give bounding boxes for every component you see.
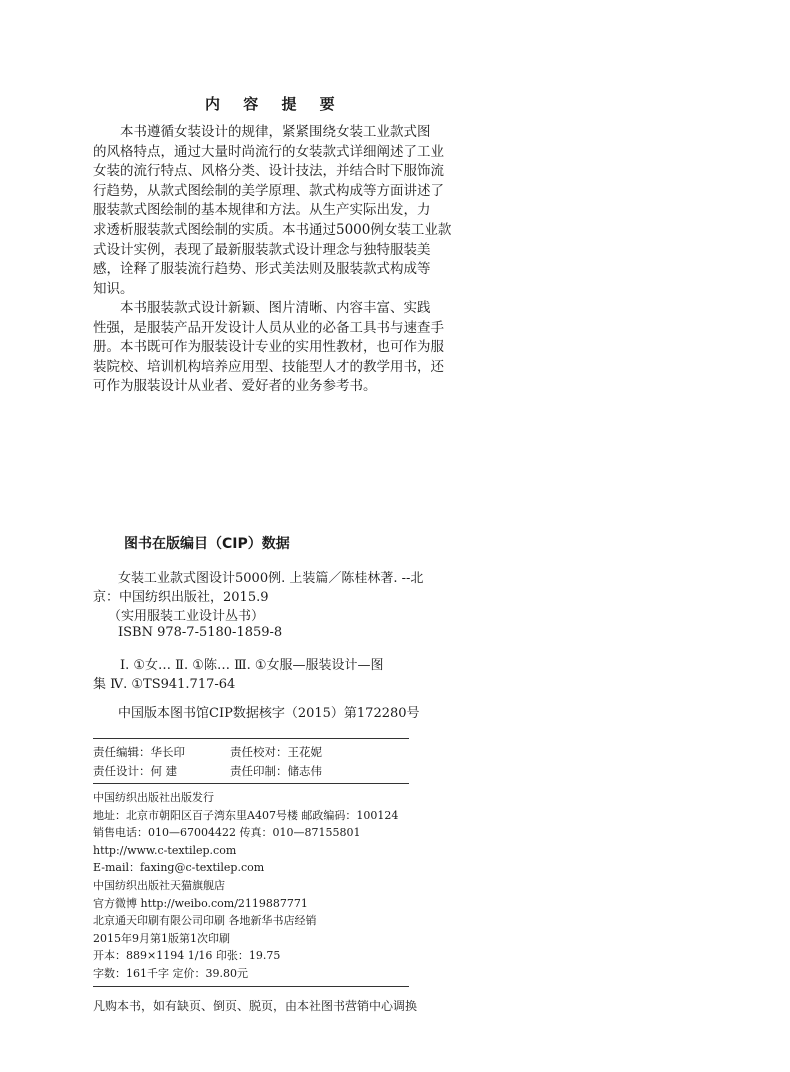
credit-proofread: 责任校对：王花妮 xyxy=(230,745,322,759)
price-line: 字数：161千字 定价：39.80元 xyxy=(93,966,248,980)
publisher-address: 地址：北京市朝阳区百子湾东里A407号楼 邮政编码：100124 xyxy=(93,808,399,822)
summary-paragraph-1 xyxy=(93,123,452,299)
cip-series-line: （实用服装工业设计丛书） xyxy=(108,609,265,624)
summary-line: 本书服装款式设计新颖、图片清晰、内容丰富、实践 xyxy=(120,300,431,316)
cip-classification-line: 集 Ⅳ. ①TS941.717-64 xyxy=(93,677,236,692)
summary-line: 知识。 xyxy=(93,280,134,297)
divider xyxy=(93,783,409,784)
publisher-website: http://www.c-textilep.com xyxy=(93,843,237,857)
summary-line: 性强，是服装产品开发设计人员从业的必备工具书与速查手 xyxy=(93,319,444,336)
cip-isbn: ISBN 978-7-5180-1859-8 xyxy=(118,625,283,640)
summary-line: 的风格特点，通过大量时尚流行的女装款式详细阐述了工业 xyxy=(93,143,444,160)
printer-line: 北京通天印刷有限公司印刷 各地新华书店经销 xyxy=(93,914,317,928)
summary-line: 服装款式图绘制的基本规律和方法。从生产实际出发，力 xyxy=(93,202,431,219)
edition-line: 2015年9月第1版第1次印刷 xyxy=(93,931,230,945)
summary-line: 行趋势，从款式图绘制的美学原理、款式构成等方面讲述了 xyxy=(93,182,444,199)
summary-line: 装院校、培训机构培养应用型、技能型人才的教学用书，还 xyxy=(93,358,444,375)
summary-line: 本书遵循女装设计的规律，紧紧围绕女装工业款式图 xyxy=(120,124,431,140)
summary-line: 可作为服装设计从业者、爱好者的业务参考书。 xyxy=(93,378,377,395)
publisher-store: 中国纺织出版社天猫旗舰店 xyxy=(93,878,225,892)
divider xyxy=(93,738,409,739)
credit-printing: 责任印制：储志伟 xyxy=(230,764,322,778)
cip-title: 图书在版编目（CIP）数据 xyxy=(124,536,290,552)
publisher-phone: 销售电话：010—67004422 传真：010—87155801 xyxy=(93,826,361,840)
publisher-name: 中国纺织出版社出版发行 xyxy=(93,791,214,804)
cip-record-number: 中国版本图书馆CIP数据核字（2015）第172280号 xyxy=(118,706,420,721)
cip-classification-line: Ⅰ. ①女… Ⅱ. ①陈… Ⅲ. ①女服—服装设计—图 xyxy=(120,658,384,673)
summary-line: 求透析服装款式图绘制的实质。本书通过5000例女装工业款 xyxy=(93,221,452,238)
summary-line: 式设计实例，表现了最新服装款式设计理念与独特服装美 xyxy=(93,241,431,258)
footer-notice: 凡购本书，如有缺页、倒页、脱页，由本社图书营销中心调换 xyxy=(93,999,418,1013)
summary-line: 感，诠释了服装流行趋势、形式美法则及服装款式构成等 xyxy=(93,261,431,278)
cip-book-line: 女装工业款式图设计5000例. 上装篇／陈桂林著. --北 xyxy=(118,571,424,586)
summary-title: 内 容 提 要 xyxy=(205,95,344,113)
divider xyxy=(93,986,409,987)
credit-editor: 责任编辑：华长印 xyxy=(93,745,185,759)
publisher-email: E-mail：faxing@c-textilep.com xyxy=(93,861,265,875)
cip-book-line: 京：中国纺织出版社，2015.9 xyxy=(93,590,269,605)
summary-paragraph-2 xyxy=(93,299,444,397)
credit-designer: 责任设计：何 建 xyxy=(93,764,178,778)
summary-line: 册。本书既可作为服装设计专业的实用性教材，也可作为服 xyxy=(93,339,444,356)
format-line: 开本：889×1194 1/16 印张：19.75 xyxy=(93,949,281,963)
publisher-info xyxy=(93,789,398,983)
publisher-weibo: 官方微博 http://weibo.com/2119887771 xyxy=(93,896,308,910)
summary-line: 女装的流行特点、风格分类、设计技法，并结合时下服饰流 xyxy=(93,163,444,180)
